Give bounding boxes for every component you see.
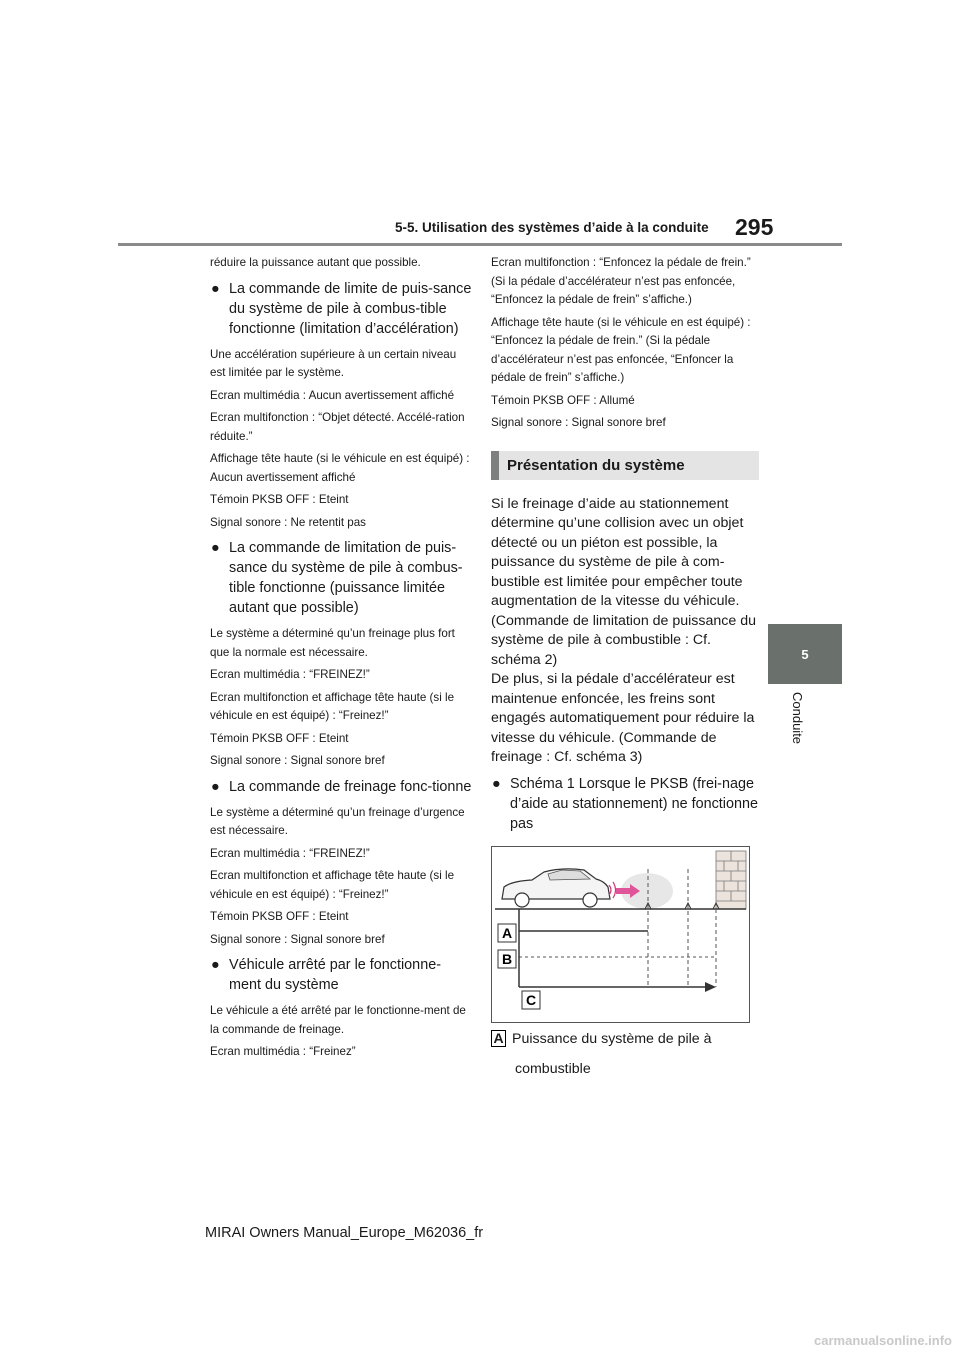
bullet-item	[210, 955, 472, 995]
label-c: C	[525, 991, 537, 1008]
car-icon	[502, 868, 610, 906]
bullet-item	[210, 777, 472, 797]
paragraph: Ecran multimédia : “FREINEZ!”	[210, 846, 370, 860]
bullet-icon: ●	[492, 775, 501, 792]
left-column	[210, 254, 472, 1066]
section-title: 5-5. Utilisation des systèmes d’aide à la conduite	[395, 220, 709, 235]
bullet-text: La commande de limite de puis-sance du système de pile à combus-tible fonctionne (limitation d’accélération)	[229, 280, 472, 337]
paragraph: Affichage tête haute (si le véhicule en est équipé) : Aucun avertissement affiché	[210, 452, 470, 484]
paragraph: Le véhicule a été arrêté par le fonctionne-ment de la commande de freinage.	[210, 1004, 466, 1036]
header-rule	[118, 243, 842, 246]
watermark: carmanualsonline.info	[814, 1333, 952, 1348]
bullet-icon: ●	[211, 957, 220, 973]
diagram-schema-1	[491, 846, 750, 1023]
bullet-text: Schéma 1 Lorsque le PKSB (frei-nage d’aide au stationnement) ne fonctionne pas	[510, 775, 759, 832]
legend-item	[491, 1029, 759, 1049]
right-column	[491, 254, 759, 1079]
bullet-item	[491, 774, 759, 834]
bullet-item	[210, 279, 472, 339]
intro-text: réduire la puissance autant que possible.	[210, 256, 421, 269]
wall-icon	[716, 851, 746, 909]
paragraph: Ecran multifonction : “Objet détecté. Accélé-ration réduite.”	[210, 411, 465, 443]
paragraph: Ecran multimédia : “FREINEZ!”	[210, 668, 370, 681]
legend-text: Puissance du système de pile à	[512, 1030, 712, 1047]
section-heading: Présentation du système	[491, 451, 759, 480]
chapter-number: 5	[801, 646, 809, 662]
paragraph: Ecran multifonction et affichage tête haute (si le véhicule en est équipé) : “Freinez!”	[210, 690, 455, 722]
paragraph: Témoin PKSB OFF : Allumé	[491, 393, 635, 407]
paragraph: Signal sonore : Ne retentit pas	[210, 515, 366, 529]
chapter-label: Conduite	[790, 692, 805, 745]
paragraph: Ecran multimédia : “Freinez”	[210, 1045, 356, 1058]
chapter-tab[interactable]	[768, 624, 842, 684]
paragraph: Témoin PKSB OFF : Eteint	[210, 493, 349, 506]
label-b: B	[501, 950, 513, 967]
paragraph: Signal sonore : Signal sonore bref	[210, 932, 385, 946]
body-paragraph: Si le freinage d’aide au stationnement détermine qu’une collision avec un objet détecté ou un piéton est possible, la puissance du système de pile à com-bustible est limitée pour empêcher toute augmentation de la vitesse du véhicule. (Commande de limitation de puissance du système de pile à combustible : Cf. schéma 2)	[491, 495, 756, 668]
paragraph: Témoin PKSB OFF : Eteint	[210, 731, 349, 745]
bullet-icon: ●	[211, 540, 220, 556]
paragraph: Signal sonore : Signal sonore bref	[210, 754, 385, 767]
bullet-icon: ●	[211, 778, 220, 795]
diagram-graphic	[492, 847, 749, 1022]
legend-text-cont: combustible	[515, 1060, 591, 1077]
paragraph: Ecran multifonction : “Enfoncez la pédale de frein.” (Si la pédale d’accélérateur n’est pas enfoncée, “Enfoncez la pédale de frein” s’affiche.)	[491, 256, 751, 306]
paragraph: Le système a déterminé qu’un freinage d’urgence est nécessaire.	[210, 805, 465, 837]
paragraph: Ecran multimédia : Aucun avertissement affiché	[210, 388, 455, 402]
paragraph: Affichage tête haute (si le véhicule en est équipé) : “Enfoncez la pédale de frein.” (Si la pédale d’accélérateur n’est pas enfoncée, “Enfoncer la pédale de frein” s’affiche.)	[491, 315, 751, 384]
bullet-text: La commande de freinage fonc-tionne	[229, 778, 472, 795]
legend-letter: A	[491, 1030, 506, 1047]
body-paragraph: De plus, si la pédale d’accélérateur est maintenue enfoncée, les freins sont engagés automatiquement pour réduire la vitesse du véhicule. (Commande de freinage : Cf. schéma 3)	[491, 671, 755, 765]
bullet-icon: ●	[211, 280, 220, 297]
paragraph: Ecran multifonction et affichage tête haute (si le véhicule en est équipé) : “Freinez!”	[210, 869, 455, 901]
bullet-text: La commande de limitation de puis-sance du système de pile à combus-tible fonctionne (puissance limitée autant que possible)	[229, 540, 463, 616]
bullet-item	[210, 538, 472, 618]
bullet-text: Véhicule arrêté par le fonctionne-ment du système	[229, 957, 441, 993]
paragraph: Signal sonore : Signal sonore bref	[491, 416, 666, 429]
page-number: 295	[735, 214, 774, 240]
paragraph: Le système a déterminé qu’un freinage plus fort que la normale est nécessaire.	[210, 627, 455, 659]
label-a: A	[501, 924, 513, 941]
footer-manual-name: MIRAI Owners Manual_Europe_M62036_fr	[205, 1225, 484, 1241]
paragraph: Témoin PKSB OFF : Eteint	[210, 910, 349, 923]
paragraph: Une accélération supérieure à un certain niveau est limitée par le système.	[210, 347, 457, 379]
